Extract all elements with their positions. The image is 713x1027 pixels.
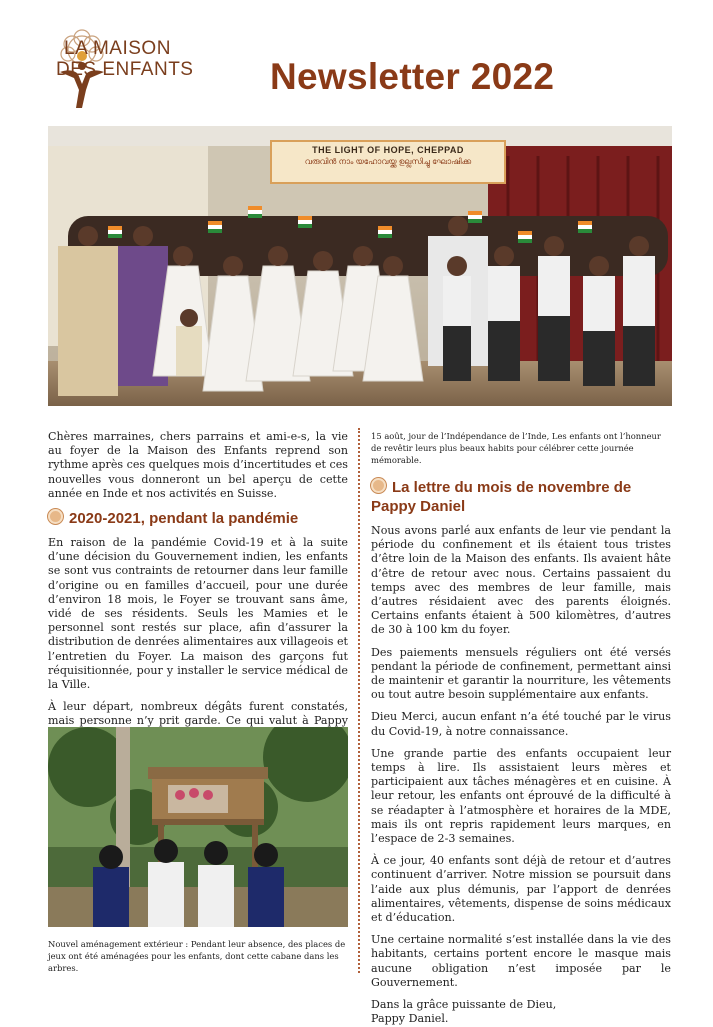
section-heading-pandemic-text: 2020-2021, pendant la pandémie — [69, 510, 299, 528]
photo-banner — [270, 140, 506, 184]
letter-paragraph-1: Nous avons parlé aux enfants de leur vie pendant la période du confinement et ils étaient tous tristes d’être loin de la Maison des enfants. Ils avaient hâte d’être de retour avec nous. Certains passaient du temps avec des membres de leur famille, mais d’autres résidaient avec des parents éloignés. Certains enfants étaient à 500 kilomètres, d’autres de 30 à 100 km du foyer. — [371, 524, 671, 637]
logo-line-1: LA MAISON — [64, 38, 171, 59]
section-heading-letter — [371, 478, 671, 516]
section-bullet-icon — [371, 478, 386, 493]
letter-paragraph-2: Des paiements mensuels réguliers ont été versés pendant la période de confinement, permettant ainsi de maintenir et garantir la nourriture, les vêtements ou tout autre besoin supplémentaire aux enfants. — [371, 645, 671, 702]
photo-banner-line-1: THE LIGHT OF HOPE, CHEPPAD — [312, 145, 464, 155]
letter-paragraph-5: À ce jour, 40 enfants sont déjà de retour et d’autres continuent d’arriver. Notre mission se poursuit dans l’aide aux plus démunis, par l’apport de denrées alimentaires, vêtements, dispense de soins médicaux et d’éducation. — [371, 854, 671, 925]
treehouse-photo-illustration — [48, 727, 348, 927]
pandemic-paragraph-2: À leur départ, nombreux dégâts furent constatés, mais personne n’y prit garde. Ce qui valut à Pappy — [48, 700, 348, 728]
pandemic-paragraph-1: En raison de la pandémie Covid-19 et à la suite d’une décision du Gouvernement indien, les enfants se sont vus contraints de retourner dans leur famille d’origine ou en familles d’accueil, pour une durée d’environ 18 mois, le Foyer se trouvant sans âme, vidé de ses résidents. Seuls les Mamies et le personnel sont restés sur place, afin d’assurer la distribution de denrées alimentaires aux villageois et l’entretien du Foyer. La maison des garçons fut réquisitionnée, pour y installer le service médical de la Ville. — [48, 536, 348, 692]
intro-paragraph: Chères marraines, chers parrains et ami-e-s, la vie au foyer de la Maison des Enfants reprend son rythme après ces quelques mois d’incertitudes et ces nouvelles vous donneront un bel aperçu de cette année en Inde et nos activités en Suisse. — [48, 430, 348, 500]
photo-banner-line-2: വരുവിൻ നാം യഹോവയ്ക്കു ഉല്ലസിച്ചു ഘോഷിക്ക — [304, 157, 472, 166]
column-divider — [358, 428, 360, 973]
letter-paragraph-3: Dieu Merci, aucun enfant n’a été touché par le virus du Covid-19, à notre connaissance. — [371, 710, 671, 738]
page-title: Newsletter 2022 — [270, 56, 555, 97]
treehouse-photo-caption: Nouvel aménagement extérieur : Pendant leur absence, des places de jeux ont été aménagées pour les enfants, dont cette cabane dans les arbres. — [48, 939, 346, 973]
letter-signature: Pappy Daniel. — [371, 1012, 449, 1026]
section-bullet-icon — [48, 509, 63, 524]
treehouse-photo — [48, 727, 348, 927]
independence-day-photo-caption: 15 août, jour de l’Indépendance de l’Inde, Les enfants ont l’honneur de revêtir leurs plus beaux habits pour célébrer cette journée mémorable. — [371, 431, 661, 465]
logo-line-2: DES ENFANTS — [56, 59, 194, 80]
letter-paragraph-6: Une certaine normalité s’est installée dans la vie des habitants, certains portent encore le masque mais aucune obligation n’est imposée par le Gouvernement. — [371, 933, 671, 989]
right-column — [371, 430, 671, 1027]
letter-closing-1: Dans la grâce puissante de Dieu, — [371, 998, 557, 1012]
logo-wordmark — [56, 38, 193, 80]
letter-paragraph-4: Une grande partie des enfants occupaient leur temps à lire. Ils assistaient leurs mères et participaient aux tâches ménagères et en cuisine. À leur retour, les enfants ont éprouvé de la difficulté à se réadapter à l’atmosphère et horaires de la MDE, mais ils ont repris rapidement leurs marques, en l’espace de 2-3 semaines. — [371, 746, 671, 846]
section-heading-letter-text: La lettre du mois de novembre de Pappy Daniel — [371, 479, 632, 515]
section-heading-pandemic — [48, 509, 348, 528]
